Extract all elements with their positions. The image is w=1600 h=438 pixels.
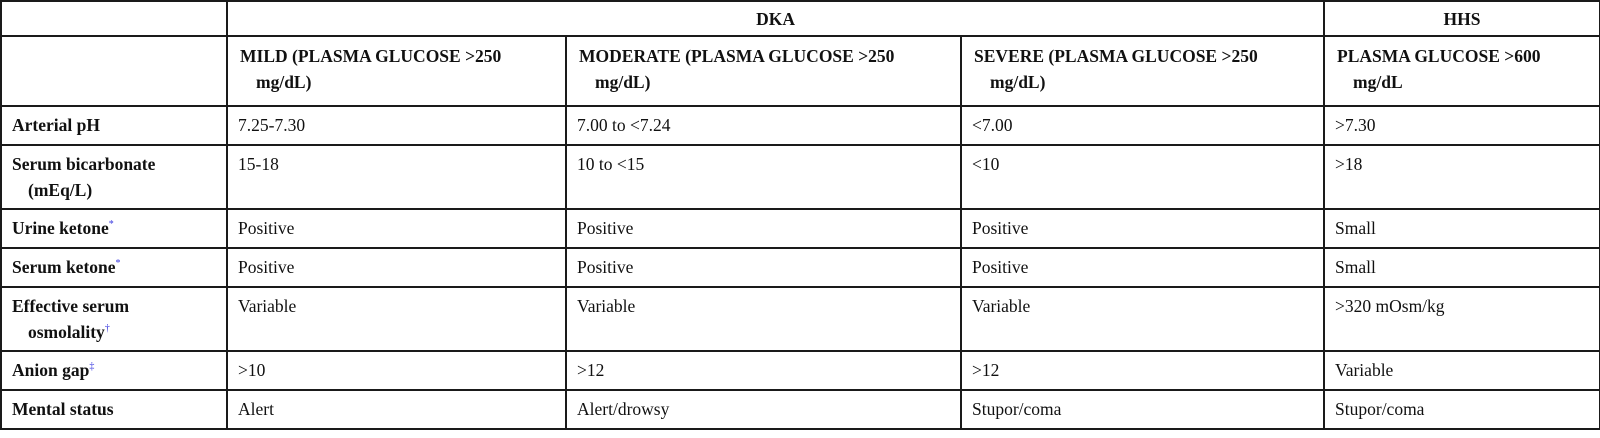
table-row [1,248,1600,287]
footnote-link[interactable]: ‡ [89,361,95,373]
empty-header-cell [1,36,227,106]
table-row [1,390,1600,429]
table-cell: 15-18 [227,145,566,209]
table-cell: Alert/drowsy [566,390,961,429]
table-cell: <10 [961,145,1324,209]
table-cell: Stupor/coma [961,390,1324,429]
table-row [1,106,1600,145]
table-cell: Alert [227,390,566,429]
row-label: Serum ketone* [1,248,227,287]
table-cell: Positive [227,209,566,248]
column-header-severe: SEVERE (PLASMA GLUCOSE >250 mg/dL) [961,36,1324,106]
table-cell: Positive [566,209,961,248]
row-label: Serum bicarbonate (mEq/L) [1,145,227,209]
row-label: Effective serum osmolality† [1,287,227,351]
table-cell: Positive [961,248,1324,287]
row-label: Mental status [1,390,227,429]
table-cell: <7.00 [961,106,1324,145]
table-cell: Positive [961,209,1324,248]
table-cell: 7.25-7.30 [227,106,566,145]
footnote-link[interactable]: * [108,219,114,231]
row-label: Arterial pH [1,106,227,145]
dka-group-header: DKA [227,1,1324,36]
table-cell: >12 [566,351,961,390]
table-row [1,209,1600,248]
column-header-hhs: PLASMA GLUCOSE >600 mg/dL [1324,36,1600,106]
table-cell: Positive [566,248,961,287]
table-cell: >18 [1324,145,1600,209]
table-row [1,145,1600,209]
table-cell: Variable [227,287,566,351]
table-cell: >7.30 [1324,106,1600,145]
table-cell: >12 [961,351,1324,390]
column-header-row [1,36,1600,106]
corner-cell [1,1,227,36]
footnote-link[interactable]: * [115,258,121,270]
row-label: Anion gap‡ [1,351,227,390]
table-cell: 10 to <15 [566,145,961,209]
table-cell: >10 [227,351,566,390]
table-cell: Stupor/coma [1324,390,1600,429]
table-cell: Positive [227,248,566,287]
table-row [1,351,1600,390]
table-cell: Small [1324,209,1600,248]
table-row [1,287,1600,351]
table-cell: >320 mOsm/kg [1324,287,1600,351]
footnote-link[interactable]: † [104,323,110,335]
column-header-mild: MILD (PLASMA GLUCOSE >250 mg/dL) [227,36,566,106]
table-cell: Variable [566,287,961,351]
table-cell: Small [1324,248,1600,287]
table-cell: Variable [961,287,1324,351]
hhs-group-header: HHS [1324,1,1600,36]
table-cell: 7.00 to <7.24 [566,106,961,145]
column-header-moderate: MODERATE (PLASMA GLUCOSE >250 mg/dL) [566,36,961,106]
group-header-row [1,1,1600,36]
row-label: Urine ketone* [1,209,227,248]
table-cell: Variable [1324,351,1600,390]
